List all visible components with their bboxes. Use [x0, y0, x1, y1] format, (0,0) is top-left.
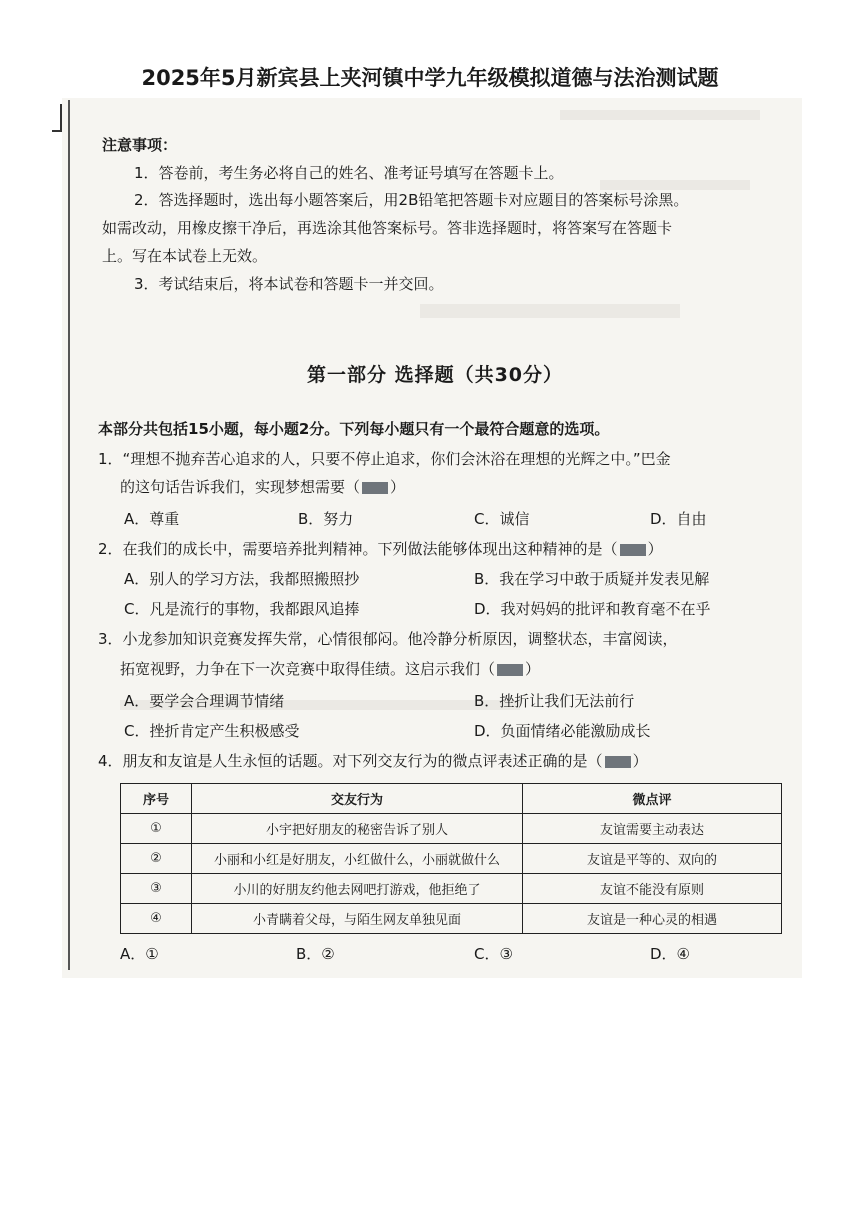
bleed-through-mark: [560, 110, 760, 120]
table-cell: 小丽和小红是好朋友，小红做什么，小丽就做什么: [192, 844, 523, 874]
q1-option-a: A．尊重: [124, 510, 180, 528]
part-one-instructions: 本部分共包括15小题，每小题2分。下列每小题只有一个最符合题意的选项。: [98, 420, 610, 438]
q2-option-c: C．凡是流行的事物，我都跟风追捧: [124, 600, 360, 618]
table-row: [121, 844, 782, 874]
table-header: 序号: [121, 784, 192, 814]
margin-line: [68, 100, 70, 970]
q2-stem-close: ）: [647, 540, 663, 558]
answer-blank: [497, 664, 523, 676]
q4-stem-text: 4．朋友和友谊是人生永恒的话题。对下列交友行为的微点评表述正确的是（: [98, 752, 603, 770]
q4-stem-close: ）: [632, 752, 648, 770]
q2-option-a: A．别人的学习方法，我都照搬照抄: [124, 570, 360, 588]
binding-bracket: [52, 104, 62, 132]
answer-blank: [620, 544, 646, 556]
table-header-row: [121, 784, 782, 814]
q4-table: [120, 783, 782, 934]
q2-stem-text: 2．在我们的成长中，需要培养批判精神。下列做法能够体现出这种精神的是（: [98, 540, 618, 558]
table-row: [121, 814, 782, 844]
table-cell: 友谊需要主动表达: [523, 814, 782, 844]
note-item-2-cont: 如需改动，用橡皮擦干净后，再选涂其他答案标号。答非选择题时，将答案写在答题卡: [102, 219, 673, 237]
q4-stem: [98, 750, 648, 772]
q4-option-c: C．③: [474, 945, 513, 963]
table-cell: ③: [121, 874, 192, 904]
q2-option-b: B．我在学习中敢于质疑并发表见解: [474, 570, 710, 588]
q3-option-d: D．负面情绪必能激励成长: [474, 722, 651, 740]
q3-stem: 3．小龙参加知识竞赛发挥失常，心情很郁闷。他冷静分析原因，调整状态，丰富阅读，: [98, 630, 678, 648]
q3-stem-close: ）: [525, 660, 541, 678]
q3-option-b: B．挫折让我们无法前行: [474, 692, 635, 710]
q3-option-c: C．挫折肯定产生积极感受: [124, 722, 300, 740]
answer-blank: [605, 756, 631, 768]
table-cell: 友谊是一种心灵的相遇: [523, 904, 782, 934]
bleed-through-mark: [420, 304, 680, 318]
table-header: 微点评: [523, 784, 782, 814]
q3-option-a: A．要学会合理调节情绪: [124, 692, 285, 710]
q1-stem: 1．“理想不抛弃苦心追求的人，只要不停止追求，你们会沐浴在理想的光辉之中。”巴金: [98, 450, 671, 468]
table-header: 交友行为: [192, 784, 523, 814]
q1-option-c: C．诚信: [474, 510, 530, 528]
q3-stem-cont: [120, 658, 540, 680]
table-cell: ④: [121, 904, 192, 934]
table-cell: 小川的好朋友约他去网吧打游戏，他拒绝了: [192, 874, 523, 904]
notes-heading: 注意事项：: [102, 136, 178, 154]
table-cell: 小青瞒着父母，与陌生网友单独见面: [192, 904, 523, 934]
note-item-3: 3．考试结束后，将本试卷和答题卡一并交回。: [134, 275, 444, 293]
table-row: [121, 874, 782, 904]
table-cell: 友谊不能没有原则: [523, 874, 782, 904]
q1-stem-close: ）: [390, 478, 406, 496]
table-cell: ②: [121, 844, 192, 874]
q2-stem: [98, 538, 663, 560]
q1-option-d: D．自由: [650, 510, 707, 528]
note-item-1: 1．答卷前，考生务必将自己的姓名、准考证号填写在答题卡上。: [134, 164, 564, 182]
q1-stem-cont: [120, 476, 405, 498]
q4-option-b: B．②: [296, 945, 335, 963]
answer-blank: [362, 482, 388, 494]
note-item-2-cont: 上。写在本试卷上无效。: [102, 247, 268, 265]
q3-stem-text: 拓宽视野，力争在下一次竞赛中取得佳绩。这启示我们（: [120, 660, 496, 678]
q4-option-d: D．④: [650, 945, 690, 963]
note-item-2: 2．答选择题时，选出每小题答案后，用2B铅笔把答题卡对应题目的答案标号涂黑。: [134, 191, 689, 209]
table-cell: 友谊是平等的、双向的: [523, 844, 782, 874]
q2-option-d: D．我对妈妈的批评和教育毫不在乎: [474, 600, 711, 618]
q4-option-a: A．①: [120, 945, 159, 963]
table-cell: 小宇把好朋友的秘密告诉了别人: [192, 814, 523, 844]
q1-stem-text: 的这句话告诉我们，实现梦想需要（: [120, 478, 361, 496]
table-row: [121, 904, 782, 934]
page-title: 2025年5月新宾县上夹河镇中学九年级模拟道德与法治测试题: [141, 66, 719, 90]
q1-option-b: B．努力: [298, 510, 354, 528]
part-one-title: 第一部分 选择题（共30分）: [306, 364, 564, 386]
table-cell: ①: [121, 814, 192, 844]
